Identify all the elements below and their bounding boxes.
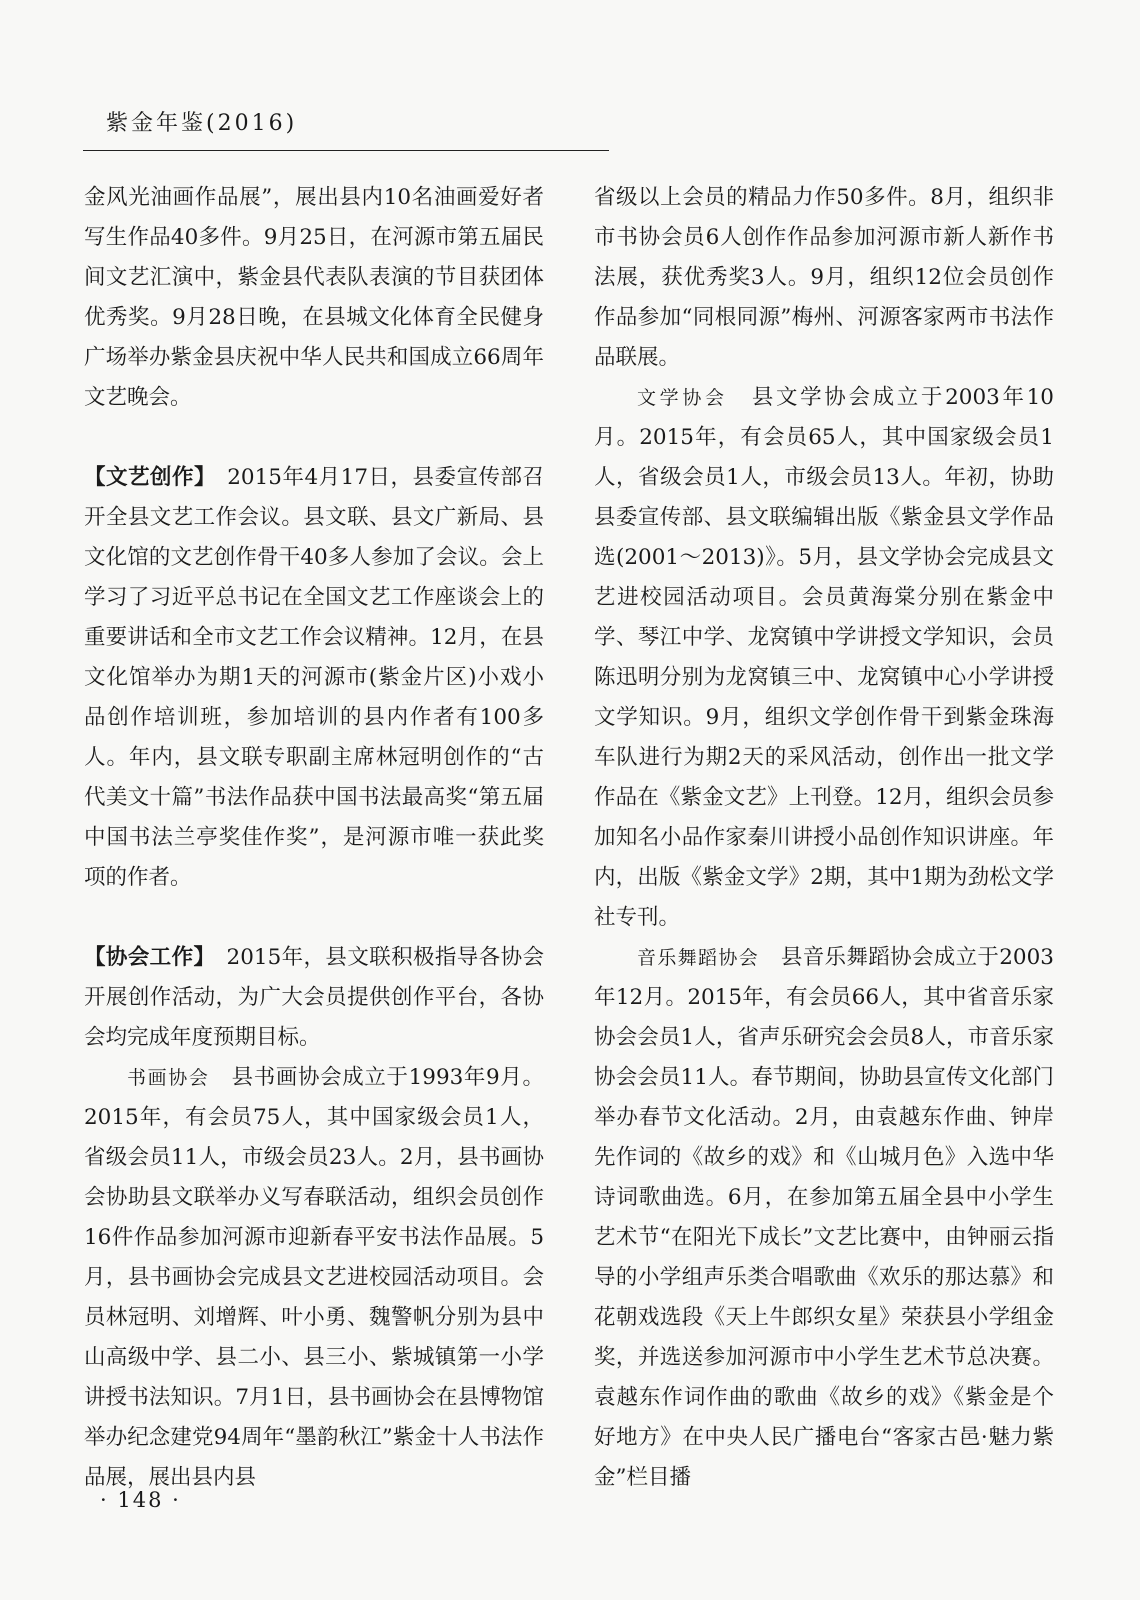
subsection-body: 县书画协会成立于1993年9月。2015年，有会员75人，其中国家级会员1人，省级会员11人，市级会员23人。2月，县书画协会协助县文联举办义写春联活动，组织会员创作16件作品参加河源市迎新春平安书法作品展。5月，县书画协会完成县文艺进校园活动项目。会员林冠明、刘增辉、叶小勇、魏警帆分别为县中山高级中学、县二小、县三小、紫城镇第一小学讲授书法知识。7月1日，县书画协会在县博物馆举办纪念建党94周年“墨韵秋江”紫金十人书法作品展，展出县内县 <box>84 1065 544 1490</box>
left-column <box>84 178 544 1498</box>
subsection-heading: 文学协会 <box>637 387 728 409</box>
page-number: · 148 · <box>100 1488 181 1512</box>
section-literary-creation <box>84 458 544 898</box>
section-body: 2015年，县文联积极指导各协会开展创作活动，为广大会员提供创作平台，各协会均完成年度预期目标。 <box>84 945 544 1050</box>
right-column <box>594 178 1054 1498</box>
running-title: 紫金年鉴(2016) <box>106 111 298 136</box>
subsection-heading: 书画协会 <box>127 1067 210 1089</box>
subsection-body: 县音乐舞蹈协会成立于2003年12月。2015年，有会员66人，其中省音乐家协会会员1人，省声乐研究会会员8人，市音乐家协会会员11人。春节期间，协助县宣传文化部门举办春节文化活动。2月，由袁越东作曲、钟岸先作词的《故乡的戏》和《山城月色》入选中华诗词歌曲选。6月，在参加第五届全县中小学生艺术节“在阳光下成长”文艺比赛中，由钟丽云指导的小学组声乐类合唱歌曲《欢乐的那达慕》和花朝戏选段《天上牛郎织女星》荣获县小学组金奖，并选送参加河源市中小学生艺术节总决赛。袁越东作词作曲的歌曲《故乡的戏》《紫金是个好地方》在中央人民广播电台“客家古邑·魅力紫金”栏目播 <box>594 945 1054 1490</box>
section-body: 2015年4月17日，县委宣传部召开全县文艺工作会议。县文联、县文广新局、县文化馆的文艺创作骨干40多人参加了会议。会上学习了习近平总书记在全国文艺工作座谈会上的重要讲话和全市文艺工作会议精神。12月，在县文化馆举办为期1天的河源市(紫金片区)小戏小品创作培训班，参加培训的县内作者有100多人。年内，县文联专职副主席林冠明创作的“古代美文十篇”书法作品获中国书法最高奖“第五届中国书法兰亭奖佳作奖”，是河源市唯一获此奖项的作者。 <box>84 465 544 890</box>
section-heading: 【协会工作】 <box>84 945 205 970</box>
section-gap <box>84 898 544 938</box>
subsection-literature <box>594 378 1054 938</box>
section-heading: 【文艺创作】 <box>84 465 206 490</box>
subsection-music-dance <box>594 938 1054 1498</box>
section-association-work <box>84 938 544 1058</box>
header-rule <box>83 150 609 151</box>
section-gap <box>84 418 544 458</box>
paragraph-continued: 金风光油画作品展”，展出县内10名油画爱好者写生作品40多件。9月25日，在河源市第五届民间文艺汇演中，紫金县代表队表演的节目获团体优秀奖。9月28日晚，在县城文化体育全民健身广场举办紫金县庆祝中华人民共和国成立66周年文艺晚会。 <box>84 185 544 410</box>
paragraph-continued: 省级以上会员的精品力作50多件。8月，组织非市书协会员6人创作作品参加河源市新人新作书法展，获优秀奖3人。9月，组织12位会员创作作品参加“同根同源”梅州、河源客家两市书法作品联展。 <box>594 185 1054 370</box>
subsection-calligraphy <box>84 1058 544 1498</box>
subsection-body: 县文学协会成立于2003年10月。2015年，有会员65人，其中国家级会员1人，省级会员1人，市级会员13人。年初，协助县委宣传部、县文联编辑出版《紫金县文学作品选(2001～2013)》。5月，县文学协会完成县文艺进校园活动项目。会员黄海棠分别在紫金中学、琴江中学、龙窝镇中学讲授文学知识，会员陈迅明分别为龙窝镇三中、龙窝镇中心小学讲授文学知识。9月，组织文学创作骨干到紫金珠海车队进行为期2天的采风活动，创作出一批文学作品在《紫金文艺》上刊登。12月，组织会员参加知名小品作家秦川讲授小品创作知识讲座。年内，出版《紫金文学》2期，其中1期为劲松文学社专刊。 <box>594 385 1054 930</box>
subsection-heading: 音乐舞蹈协会 <box>637 947 760 969</box>
